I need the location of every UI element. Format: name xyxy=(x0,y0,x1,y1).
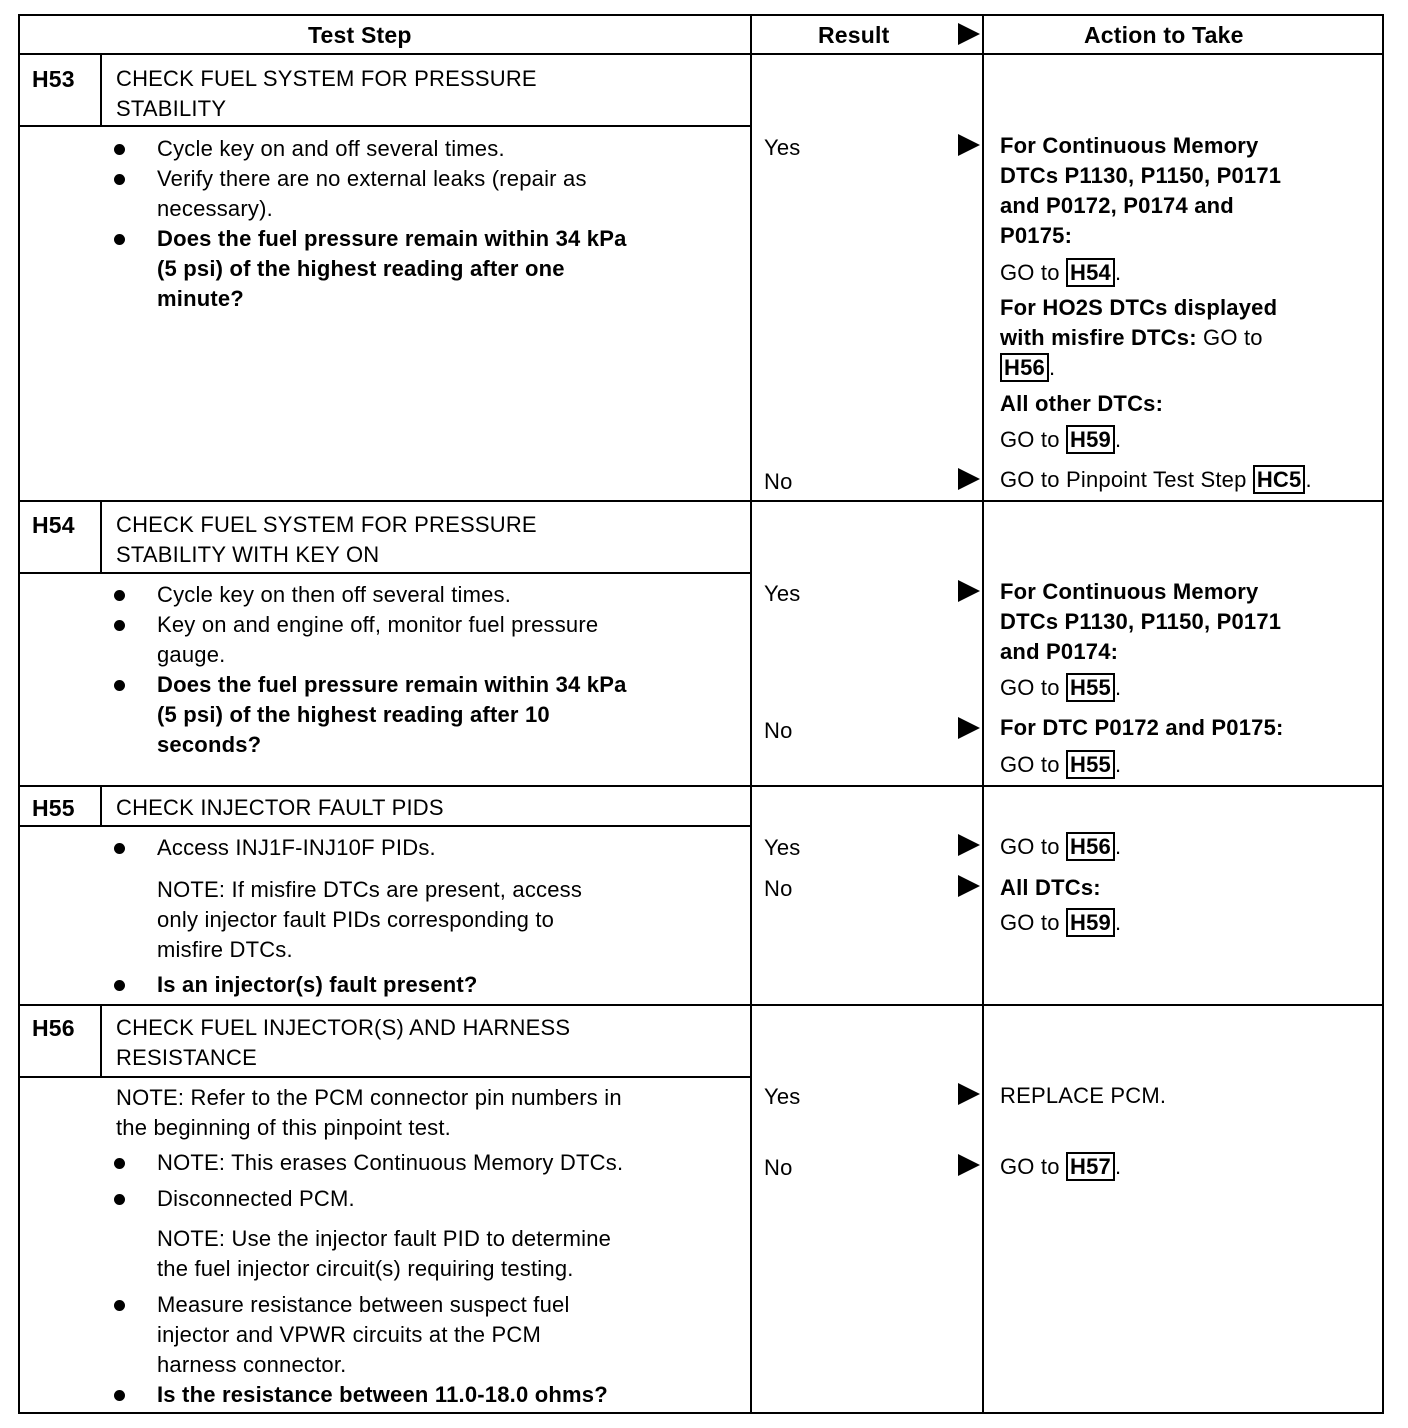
step-note: only injector fault PIDs corresponding to xyxy=(157,907,555,932)
arrow-right-icon xyxy=(958,468,980,490)
action-goto: GO to H56 . xyxy=(1000,834,1122,859)
step-instruction: NOTE: This erases Continuous Memory DTCs. xyxy=(157,1150,624,1175)
action-text: For DTC P0172 and P0175: xyxy=(1000,715,1284,740)
header-action: Action to Take xyxy=(1084,22,1244,48)
header-arrow-icon xyxy=(958,23,980,45)
action-text: with misfire DTCs: GO to xyxy=(1000,325,1263,350)
step-instruction: harness connector. xyxy=(157,1352,347,1377)
bullet-icon xyxy=(114,234,125,245)
id-divider-h56 xyxy=(100,1005,102,1077)
diagnostic-table xyxy=(18,14,1384,1414)
step-id: H56 xyxy=(32,1015,75,1041)
result-yes: Yes xyxy=(764,581,801,606)
bullet-icon xyxy=(114,1390,125,1401)
title-underline-h53 xyxy=(18,125,752,127)
column-divider-result xyxy=(750,14,752,1414)
header-result: Result xyxy=(818,22,890,48)
action-text: For HO2S DTCs displayed xyxy=(1000,295,1278,320)
row-divider-h55 xyxy=(18,785,1384,787)
action-text: For Continuous Memory xyxy=(1000,579,1259,604)
title-underline-h55 xyxy=(18,825,752,827)
action-goto: GO to H54 . xyxy=(1000,260,1122,285)
step-note: NOTE: If misfire DTCs are present, access xyxy=(157,877,583,902)
arrow-right-icon xyxy=(958,875,980,897)
arrow-right-icon xyxy=(958,580,980,602)
step-instruction: Access INJ1F-INJ10F PIDs. xyxy=(157,835,436,860)
step-ref[interactable]: H54 xyxy=(1066,258,1115,287)
row-divider-h54 xyxy=(18,500,1384,502)
result-no: No xyxy=(764,1155,793,1180)
step-question: Does the fuel pressure remain within 34 kPa xyxy=(157,226,627,251)
step-instruction: Measure resistance between suspect fuel xyxy=(157,1292,570,1317)
step-ref[interactable]: H59 xyxy=(1066,425,1115,454)
bullet-icon xyxy=(114,1158,125,1169)
step-title: CHECK FUEL INJECTOR(S) AND HARNESS xyxy=(116,1015,571,1040)
arrow-right-icon xyxy=(958,717,980,739)
bullet-icon xyxy=(114,174,125,185)
step-title: CHECK INJECTOR FAULT PIDS xyxy=(116,795,444,820)
step-id: H53 xyxy=(32,66,75,92)
step-title: STABILITY WITH KEY ON xyxy=(116,542,380,567)
step-ref[interactable]: HC5 xyxy=(1253,465,1306,494)
bullet-icon xyxy=(114,680,125,691)
step-instruction: Cycle key on then off several times. xyxy=(157,582,512,607)
step-ref[interactable]: H57 xyxy=(1066,1152,1115,1181)
step-note: NOTE: Refer to the PCM connector pin numbers in xyxy=(116,1085,622,1110)
title-underline-h56 xyxy=(18,1076,752,1078)
step-instruction: injector and VPWR circuits at the PCM xyxy=(157,1322,541,1347)
action-text: REPLACE PCM. xyxy=(1000,1083,1167,1108)
step-question: Is the resistance between 11.0-18.0 ohms? xyxy=(157,1382,608,1407)
step-instruction: Cycle key on and off several times. xyxy=(157,136,505,161)
step-question: Does the fuel pressure remain within 34 kPa xyxy=(157,672,627,697)
bullet-icon xyxy=(114,843,125,854)
step-ref[interactable]: H56 xyxy=(1000,353,1049,382)
step-instruction: necessary). xyxy=(157,196,273,221)
step-note: misfire DTCs. xyxy=(157,937,293,962)
arrow-right-icon xyxy=(958,1083,980,1105)
action-goto: GO to H59 . xyxy=(1000,427,1122,452)
action-text: P0175: xyxy=(1000,223,1073,248)
bullet-icon xyxy=(114,620,125,631)
result-no: No xyxy=(764,718,793,743)
arrow-right-icon xyxy=(958,1154,980,1176)
action-goto: H56 . xyxy=(1000,353,1055,383)
step-question: Is an injector(s) fault present? xyxy=(157,972,478,997)
table-border-bottom xyxy=(18,1412,1384,1414)
step-instruction: Verify there are no external leaks (repair as xyxy=(157,166,587,191)
action-goto: GO to H59 . xyxy=(1000,910,1122,935)
action-goto: GO to H55 . xyxy=(1000,675,1122,700)
header-test-step: Test Step xyxy=(308,22,412,48)
step-question: (5 psi) of the highest reading after one xyxy=(157,256,565,281)
bullet-icon xyxy=(114,144,125,155)
step-title: CHECK FUEL SYSTEM FOR PRESSURE xyxy=(116,512,537,537)
arrow-right-icon xyxy=(958,834,980,856)
action-text: and P0172, P0174 and xyxy=(1000,193,1234,218)
step-ref[interactable]: H55 xyxy=(1066,750,1115,779)
step-note: the beginning of this pinpoint test. xyxy=(116,1115,451,1140)
column-divider-action xyxy=(982,14,984,1414)
action-text: All DTCs: xyxy=(1000,875,1101,900)
id-divider-h55 xyxy=(100,786,102,826)
step-id: H54 xyxy=(32,512,75,538)
result-no: No xyxy=(764,876,793,901)
id-divider-h53 xyxy=(100,54,102,126)
step-ref[interactable]: H56 xyxy=(1066,832,1115,861)
bullet-icon xyxy=(114,980,125,991)
header-divider xyxy=(18,53,1384,55)
result-yes: Yes xyxy=(764,1084,801,1109)
result-yes: Yes xyxy=(764,135,801,160)
bullet-icon xyxy=(114,1300,125,1311)
step-id: H55 xyxy=(32,795,75,821)
step-title: STABILITY xyxy=(116,96,227,121)
action-text: and P0174: xyxy=(1000,639,1119,664)
step-question: minute? xyxy=(157,286,244,311)
action-text: For Continuous Memory xyxy=(1000,133,1259,158)
step-ref[interactable]: H59 xyxy=(1066,908,1115,937)
step-note: the fuel injector circuit(s) requiring testing. xyxy=(157,1256,574,1281)
row-divider-h56 xyxy=(18,1004,1384,1006)
step-question: seconds? xyxy=(157,732,262,757)
step-question: (5 psi) of the highest reading after 10 xyxy=(157,702,550,727)
title-underline-h54 xyxy=(18,572,752,574)
action-goto: GO to H57 . xyxy=(1000,1154,1122,1179)
arrow-right-icon xyxy=(958,134,980,156)
step-title: RESISTANCE xyxy=(116,1045,257,1070)
step-ref[interactable]: H55 xyxy=(1066,673,1115,702)
action-goto: GO to Pinpoint Test Step HC5 . xyxy=(1000,467,1312,492)
step-note: NOTE: Use the injector fault PID to determine xyxy=(157,1226,612,1251)
step-instruction: Key on and engine off, monitor fuel pressure xyxy=(157,612,599,637)
id-divider-h54 xyxy=(100,501,102,573)
step-title: CHECK FUEL SYSTEM FOR PRESSURE xyxy=(116,66,537,91)
action-goto: GO to H55 . xyxy=(1000,752,1122,777)
action-text: DTCs P1130, P1150, P0171 xyxy=(1000,163,1282,188)
table-border-left xyxy=(18,14,20,1414)
action-text: All other DTCs: xyxy=(1000,391,1164,416)
result-no: No xyxy=(764,469,793,494)
action-text: DTCs P1130, P1150, P0171 xyxy=(1000,609,1282,634)
step-instruction: gauge. xyxy=(157,642,226,667)
table-border-top xyxy=(18,14,1384,16)
result-yes: Yes xyxy=(764,835,801,860)
bullet-icon xyxy=(114,590,125,601)
table-border-right xyxy=(1382,14,1384,1414)
step-instruction: Disconnected PCM. xyxy=(157,1186,355,1211)
bullet-icon xyxy=(114,1194,125,1205)
